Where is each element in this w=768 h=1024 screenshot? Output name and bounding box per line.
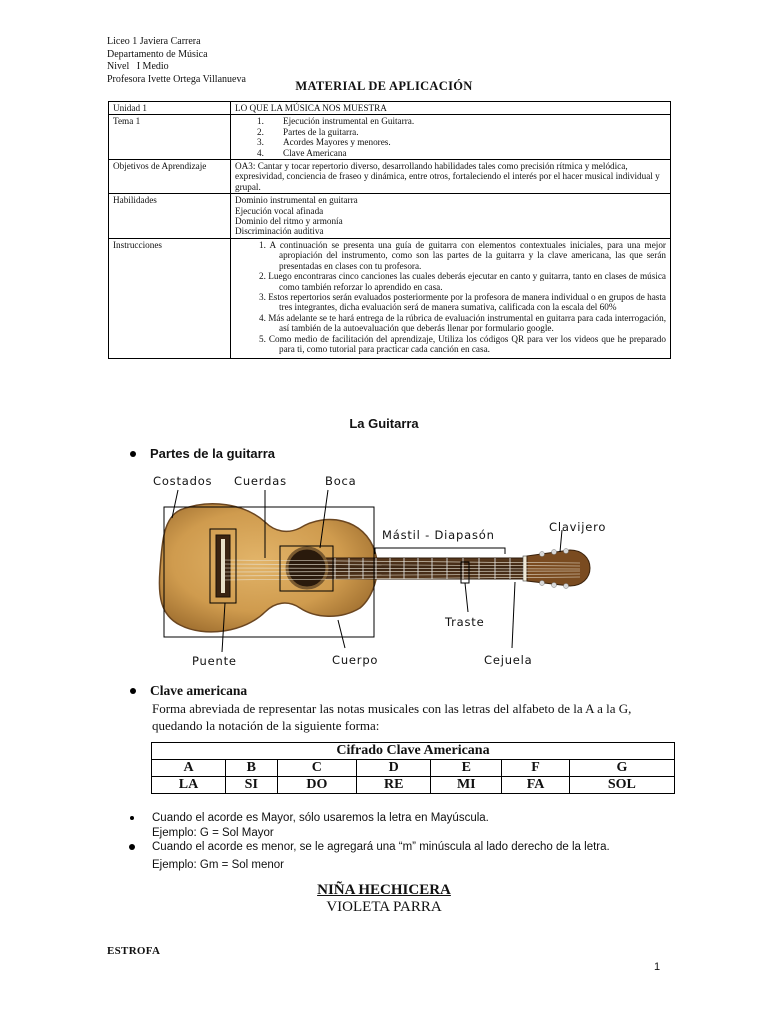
- objetivos-label: Objetivos de Aprendizaje: [109, 160, 231, 194]
- cuerpo-label: Cuerpo: [332, 653, 379, 667]
- list-item: [235, 116, 666, 126]
- menor-note: Cuando el acorde es menor, se le agregará una “m” minúscula al lado derecho de la letra.: [152, 841, 610, 853]
- table-cell: D: [357, 760, 431, 777]
- table-cell: MI: [431, 777, 502, 794]
- guitar-headstock: [527, 550, 590, 586]
- unidad-value: LO QUE LA MÚSICA NOS MUESTRA: [231, 102, 671, 115]
- table-cell: A: [152, 760, 226, 777]
- menor-example: Ejemplo: Gm = Sol menor: [152, 858, 284, 871]
- document-title: MATERIAL DE APLICACIÓN: [295, 79, 473, 93]
- table-row: [109, 160, 671, 194]
- cejuela-label: Cejuela: [484, 653, 533, 667]
- bullet-icon: [130, 688, 136, 694]
- tema-list: [235, 116, 666, 158]
- teacher-name: Profesora Ivette Ortega Villanueva: [107, 73, 246, 85]
- mastil-label: Mástil - Diapasón: [382, 528, 495, 542]
- list-item: 2. Luego encontraras cinco canciones las cuales deberás ejecutar en canto y guitarra, tanto en clases de música como también reforzar lo aprendido en casa.: [259, 271, 666, 292]
- list-item: Ejecución vocal afinada: [235, 205, 324, 216]
- mayor-note: Cuando el acorde es Mayor, sólo usaremos la letra en Mayúscula.: [152, 812, 489, 824]
- clave-heading: [130, 683, 247, 699]
- clave-heading-text: Clave americana: [150, 683, 248, 698]
- list-item: [235, 137, 666, 147]
- table-row: [152, 777, 675, 794]
- estrofa-label: ESTROFA: [107, 945, 161, 957]
- list-item: 5. Como medio de facilitación del aprendizaje, Utiliza los códigos QR para ver los videos que he preparado para ti, como tutorial para practicar cada canción en casa.: [259, 333, 666, 354]
- song-title: NIÑA HECHICERA: [317, 882, 451, 898]
- table-cell: DO: [277, 777, 357, 794]
- table-row: [109, 102, 671, 115]
- chord-notes: [130, 811, 610, 872]
- level-text: Nivel I Medio: [107, 61, 169, 72]
- info-table: [108, 101, 671, 359]
- tema-label: Tema 1: [109, 115, 231, 160]
- table-row: [109, 238, 671, 358]
- traste-label: Traste: [445, 615, 485, 629]
- school-name: Liceo 1 Javiera Carrera: [107, 36, 201, 47]
- table-cell: B: [226, 760, 278, 777]
- list-item: 4. Más adelante se te hará entrega de la rúbrica de evaluación instrumental en guitarra para cada interrogación, así también de la autoevaluación que deberás llenar por formulario google.: [259, 312, 666, 334]
- table-cell: G: [569, 760, 674, 777]
- cifrado-table: [151, 742, 675, 794]
- list-item: Dominio instrumental en guitarra: [235, 195, 358, 206]
- list-number: 2.: [257, 126, 264, 137]
- tema-value: [231, 115, 671, 160]
- list-text: Acordes Mayores y menores.: [283, 137, 391, 148]
- department-name: Departamento de Música: [107, 48, 208, 60]
- partes-heading: [130, 446, 275, 461]
- list-item: [130, 811, 610, 826]
- guitar-diagram: [150, 470, 610, 675]
- bullet-icon: [130, 816, 134, 820]
- table-cell: LA: [152, 777, 226, 794]
- instrucciones-value: [231, 238, 671, 358]
- table-cell: F: [502, 760, 569, 777]
- table-cell: FA: [502, 777, 569, 794]
- page-number: 1: [654, 961, 661, 973]
- cuerdas-label: Cuerdas: [234, 474, 287, 488]
- costados-label: Costados: [153, 474, 213, 488]
- unidad-label: Unidad 1: [109, 102, 231, 115]
- mastil-bracket: [375, 548, 505, 554]
- puente-label: Puente: [192, 654, 237, 668]
- list-number: 1.: [257, 116, 264, 127]
- list-item: 1. A continuación se presenta una guía de guitarra con elementos contextuales iniciales, para una mejor apropiación del instrumento, como son las partes de la guitarra y la clave americana, las que serán presentadas en clases con tu profesora.: [259, 239, 666, 271]
- table-row: [109, 194, 671, 239]
- table-row: [109, 115, 671, 160]
- objetivos-value: OA3: Cantar y tocar repertorio diverso, desarrollando habilidades tales como precisión rítmica y melódica, expresividad, conciencia de fraseo y dinámica, entre otros, fortaleciendo el interés por el hacer musical individual y grupal.: [231, 160, 671, 194]
- table-cell: SI: [226, 777, 278, 794]
- list-text: Clave Americana: [283, 147, 347, 158]
- cifrado-table-title: Cifrado Clave Americana: [152, 743, 675, 760]
- list-number: 3.: [257, 137, 264, 148]
- section-title: La Guitarra: [349, 416, 419, 431]
- clavijero-label: Clavijero: [549, 520, 607, 534]
- guitar-illustration: [150, 470, 610, 675]
- song-author: VIOLETA PARRA: [326, 899, 442, 915]
- list-item: 3. Estos repertorios serán evaluados posteriormente por la profesora de manera individual o en grupos de hasta tres integrantes, dicha evaluación será de manera sumativa, calificada con la escala del 60%: [259, 291, 666, 313]
- bullet-icon: [130, 451, 136, 457]
- list-text: Partes de la guitarra.: [283, 126, 359, 137]
- list-text: Ejecución instrumental en Guitarra.: [283, 116, 415, 127]
- list-item: [235, 148, 666, 158]
- table-cell: E: [431, 760, 502, 777]
- table-cell: C: [277, 760, 357, 777]
- table-row: [152, 743, 675, 760]
- list-number: 4.: [257, 147, 264, 158]
- habilidades-value: [231, 194, 671, 239]
- clave-description: Forma abreviada de representar las notas musicales con las letras del alfabeto de la A a la G, quedando la notación de la siguiente forma:: [152, 701, 632, 733]
- table-cell: SOL: [569, 777, 674, 794]
- mayor-example: Ejemplo: G = Sol Mayor: [152, 826, 274, 839]
- partes-heading-text: Partes de la guitarra: [150, 446, 275, 461]
- bullet-icon: [129, 844, 135, 850]
- table-row: [152, 760, 675, 777]
- instrucciones-label: Instrucciones: [109, 238, 231, 358]
- list-item: Discriminación auditiva: [235, 226, 324, 237]
- list-item: [130, 840, 610, 855]
- list-item: [235, 127, 666, 137]
- boca-label: Boca: [325, 474, 357, 488]
- list-item: Dominio del ritmo y armonía: [235, 216, 343, 227]
- table-cell: RE: [357, 777, 431, 794]
- habilidades-label: Habilidades: [109, 194, 231, 239]
